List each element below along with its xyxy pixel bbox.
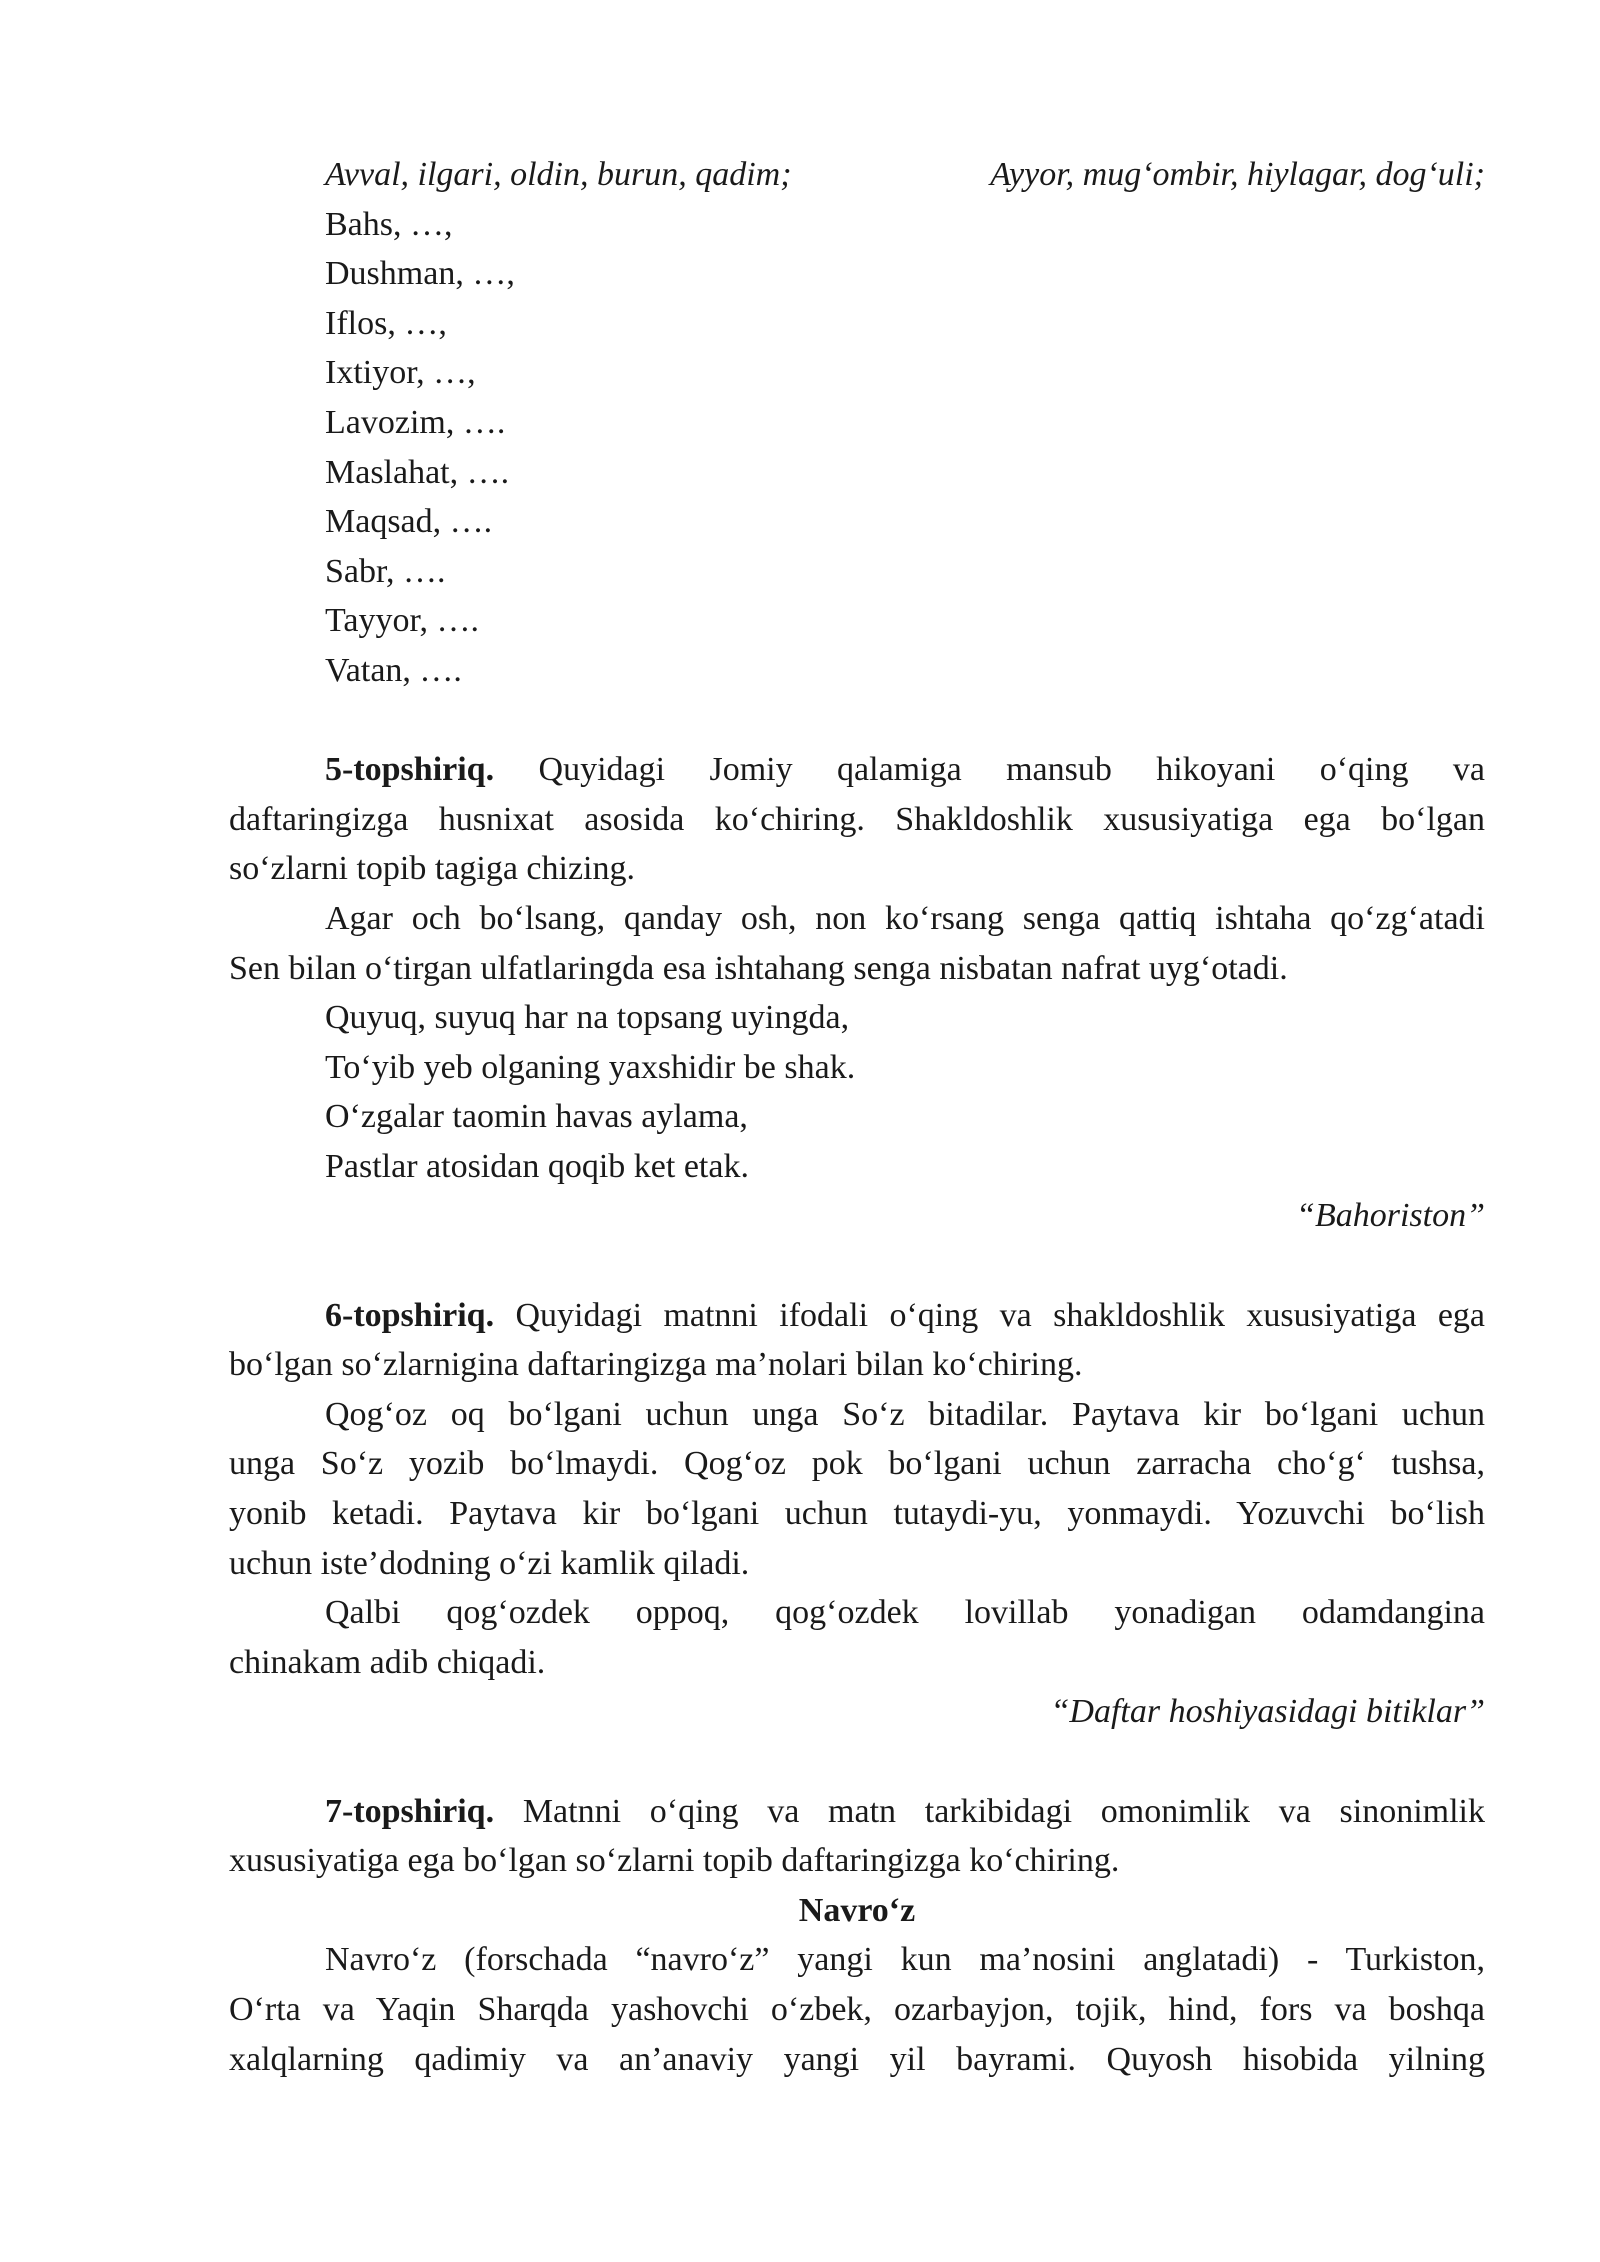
synonym-item: Vatan, …. <box>325 651 462 689</box>
task6-label: 6-topshiriq. <box>325 1296 495 1334</box>
poem-line: O‘zgalar taomin havas aylama, <box>325 1098 748 1136</box>
task5-prose-line: Agar och bo‘lsang, qanday osh, non ko‘rsang senga qattiq ishtaha qo‘zg‘atadi <box>325 899 1485 937</box>
task5-instruction-line: 5-topshiriq. Quyidagi Jomiy qalamiga mansub hikoyani o‘qing va <box>325 751 1485 789</box>
synonym-item: Dushman, …, <box>325 255 515 293</box>
task6-paragraph-line: uchun iste’dodning o‘zi kamlik qiladi. <box>229 1544 750 1582</box>
task6-instruction-line: bo‘lgan so‘zlarnigina daftaringizga ma’nolari bilan ko‘chiring. <box>229 1346 1083 1384</box>
synonym-item: Lavozim, …. <box>325 403 506 441</box>
task6-source: “Daftar hoshiyasidagi bitiklar” <box>1050 1693 1485 1731</box>
synonym-item: Bahs, …, <box>325 205 453 243</box>
synonym-example-right: Ayyor, mug‘ombir, hiylagar, dog‘uli; <box>990 156 1485 193</box>
task7-paragraph-line: xalqlarning qadimiy va an’anaviy yangi yil bayrami. Quyosh hisobida yilning <box>229 2040 1485 2078</box>
task5-label: 5-topshiriq. <box>325 751 495 789</box>
task6-paragraph-line: yonib ketadi. Paytava kir bo‘lgani uchun tutaydi-yu, yonmaydi. Yozuvchi bo‘lish <box>229 1495 1485 1533</box>
synonym-item: Tayyor, …. <box>325 602 479 640</box>
task6-paragraph-line: unga So‘z yozib bo‘lmaydi. Qog‘oz pok bo‘lgani uchun zarracha cho‘g‘ tushsa, <box>229 1445 1485 1483</box>
task6-instruction-line: 6-topshiriq. Quyidagi matnni ifodali o‘qing va shakldoshlik xususiyatiga ega <box>325 1296 1485 1334</box>
task5-prose-line: Sen bilan o‘tirgan ulfatlaringda esa ishtahang senga nisbatan nafrat uyg‘otadi. <box>229 949 1288 987</box>
task7-paragraph-line: O‘rta va Yaqin Sharqda yashovchi o‘zbek, ozarbayjon, tojik, hind, fors va boshqa <box>229 1990 1485 2028</box>
synonym-item: Maslahat, …. <box>325 453 510 491</box>
task6-paragraph-line: Qalbi qog‘ozdek oppoq, qog‘ozdek lovillab yonadigan odamdangina <box>325 1594 1485 1632</box>
poem-line: To‘yib yeb olganing yaxshidir be shak. <box>325 1048 856 1086</box>
synonym-item: Maqsad, …. <box>325 503 493 541</box>
synonym-item: Iflos, …, <box>325 304 447 342</box>
task5-instruction-line: so‘zlarni topib tagiga chizing. <box>229 850 635 888</box>
task6-paragraph-line: chinakam adib chiqadi. <box>229 1643 546 1681</box>
task7-instruction-line: xususiyatiga ega bo‘lgan so‘zlarni topib daftaringizga ko‘chiring. <box>229 1842 1120 1880</box>
synonym-item: Ixtiyor, …, <box>325 354 476 392</box>
document-page <box>229 150 1485 2084</box>
task5-source: “Bahoriston” <box>1296 1197 1485 1235</box>
task7-paragraph-line: Navro‘z (forschada “navro‘z” yangi kun ma’nosini anglatadi) - Turkiston, <box>325 1941 1485 1979</box>
poem-line: Pastlar atosidan qoqib ket etak. <box>325 1147 749 1185</box>
section-heading: Navro‘z <box>798 1891 916 1929</box>
synonym-example-left: Avval, ilgari, oldin, burun, qadim; <box>325 156 792 193</box>
task6-paragraph-line: Qog‘oz oq bo‘lgani uchun unga So‘z bitadilar. Paytava kir bo‘lgani uchun <box>325 1395 1485 1433</box>
synonym-item: Sabr, …. <box>325 552 446 590</box>
task7-label: 7-topshiriq. <box>325 1792 495 1830</box>
task7-instruction-line: 7-topshiriq. Matnni o‘qing va matn tarkibidagi omonimlik va sinonimlik <box>325 1792 1485 1830</box>
task5-instruction-line: daftaringizga husnixat asosida ko‘chiring. Shakldoshlik xususiyatiga ega bo‘lgan <box>229 800 1485 838</box>
synonym-example-row <box>229 150 1485 200</box>
poem-line: Quyuq, suyuq har na topsang uyingda, <box>325 999 850 1037</box>
